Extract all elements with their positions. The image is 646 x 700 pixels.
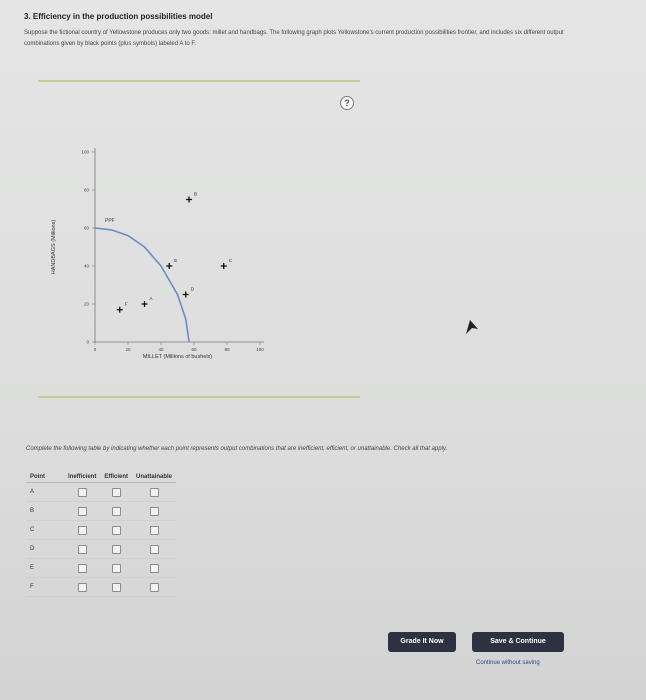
y-tick-label: 80 [83,187,89,193]
point-d-label: D [190,286,194,292]
point-f-label: F [124,301,128,307]
mouse-cursor-icon [464,318,480,336]
checkbox-b-unattainable[interactable] [150,507,159,516]
checkbox-f-inefficient[interactable] [78,583,87,592]
ppf-curve-group [95,218,189,342]
x-tick-label: 20 [125,347,131,352]
checkbox-f-unattainable[interactable] [150,583,159,592]
point-label: F [26,578,64,597]
table-cell [64,483,100,502]
question-intro: Suppose the fictional country of Yellowstone produces only two goods: millet and handbags. The following graph plots Yellowstone's current production possibilities frontier, and includes six different output combinations given by black points (plus symbols) labeled A to F. [24,30,564,47]
point-b-label: B [194,191,198,197]
table-cell [100,578,132,597]
table-instructions: Complete the following table by indicating whether each point represents output combinations that are inefficient, efficient, or unattainable. Check all that apply. [26,446,448,452]
checkbox-f-efficient[interactable] [112,583,121,592]
checkbox-c-efficient[interactable] [112,526,121,535]
table-cell [64,559,100,578]
column-header-unattainable: Unattainable [132,472,176,483]
y-axis-label: HANDBAGS (Millions) [51,219,57,275]
checkbox-a-efficient[interactable] [112,488,121,497]
table-cell [132,521,176,540]
column-header-point: Point [26,472,64,483]
divider-top [38,80,360,82]
checkbox-d-efficient[interactable] [112,545,121,554]
continue-without-saving-link[interactable]: Continue without saving [476,660,540,666]
table-cell [100,502,132,521]
column-header-efficient: Efficient [100,472,132,483]
table-header-row [26,472,176,483]
table-cell [100,540,132,559]
table-row [26,483,176,502]
table-row [26,559,176,578]
table-row [26,578,176,597]
checkbox-c-inefficient[interactable] [78,526,87,535]
table-cell [64,540,100,559]
checkbox-c-unattainable[interactable] [150,526,159,535]
checkbox-e-inefficient[interactable] [78,564,87,573]
point-label: E [26,559,64,578]
checkbox-e-efficient[interactable] [112,564,121,573]
table-cell [64,578,100,597]
table-cell [132,578,176,597]
x-tick-label: 40 [158,347,164,352]
checkbox-b-efficient[interactable] [112,507,121,516]
divider-bottom [38,396,360,398]
column-header-inefficient: Inefficient [64,472,100,483]
x-tick-label: 60 [191,347,197,352]
checkbox-b-inefficient[interactable] [78,507,87,516]
y-tick-label: 0 [86,339,89,345]
point-label: B [26,502,64,521]
checkbox-d-inefficient[interactable] [78,545,87,554]
table-cell [132,502,176,521]
chart-axes [51,148,264,360]
x-axis-label: MILLET (Millions of bushels) [142,354,213,360]
y-tick-label: 100 [81,149,89,155]
question-title: 3. Efficiency in the production possibilities model [24,12,213,21]
point-e-label: E [174,258,178,263]
grade-it-now-button[interactable]: Grade It Now [388,632,456,652]
y-tick-label: 20 [83,301,89,307]
classification-table [26,472,176,597]
ppf-curve-label: PPF [105,218,115,224]
table-cell [100,483,132,502]
table-cell [132,559,176,578]
x-tick-label: 80 [224,347,230,352]
save-continue-button[interactable]: Save & Continue [472,632,564,652]
point-a-label: A [149,296,153,301]
y-tick-label: 40 [83,263,89,269]
point-label: C [26,521,64,540]
table-cell [100,559,132,578]
ppf-chart [40,120,360,380]
table-row [26,521,176,540]
point-label: A [26,483,64,502]
checkbox-d-unattainable[interactable] [150,545,159,554]
checkbox-a-inefficient[interactable] [78,488,87,497]
checkbox-e-unattainable[interactable] [150,564,159,573]
point-label: D [26,540,64,559]
help-icon[interactable]: ? [340,96,354,110]
point-c-label: C [228,258,232,263]
y-tick-label: 60 [83,225,89,231]
table-cell [132,540,176,559]
table-cell [100,521,132,540]
x-tick-label: 0 [93,347,97,352]
checkbox-a-unattainable[interactable] [150,488,159,497]
table-row [26,540,176,559]
ppf-curve [95,228,189,342]
table-row [26,502,176,521]
points-group [117,192,233,313]
table-cell [64,502,100,521]
x-tick-label: 100 [256,347,264,352]
table-cell [64,521,100,540]
table-cell [132,483,176,502]
